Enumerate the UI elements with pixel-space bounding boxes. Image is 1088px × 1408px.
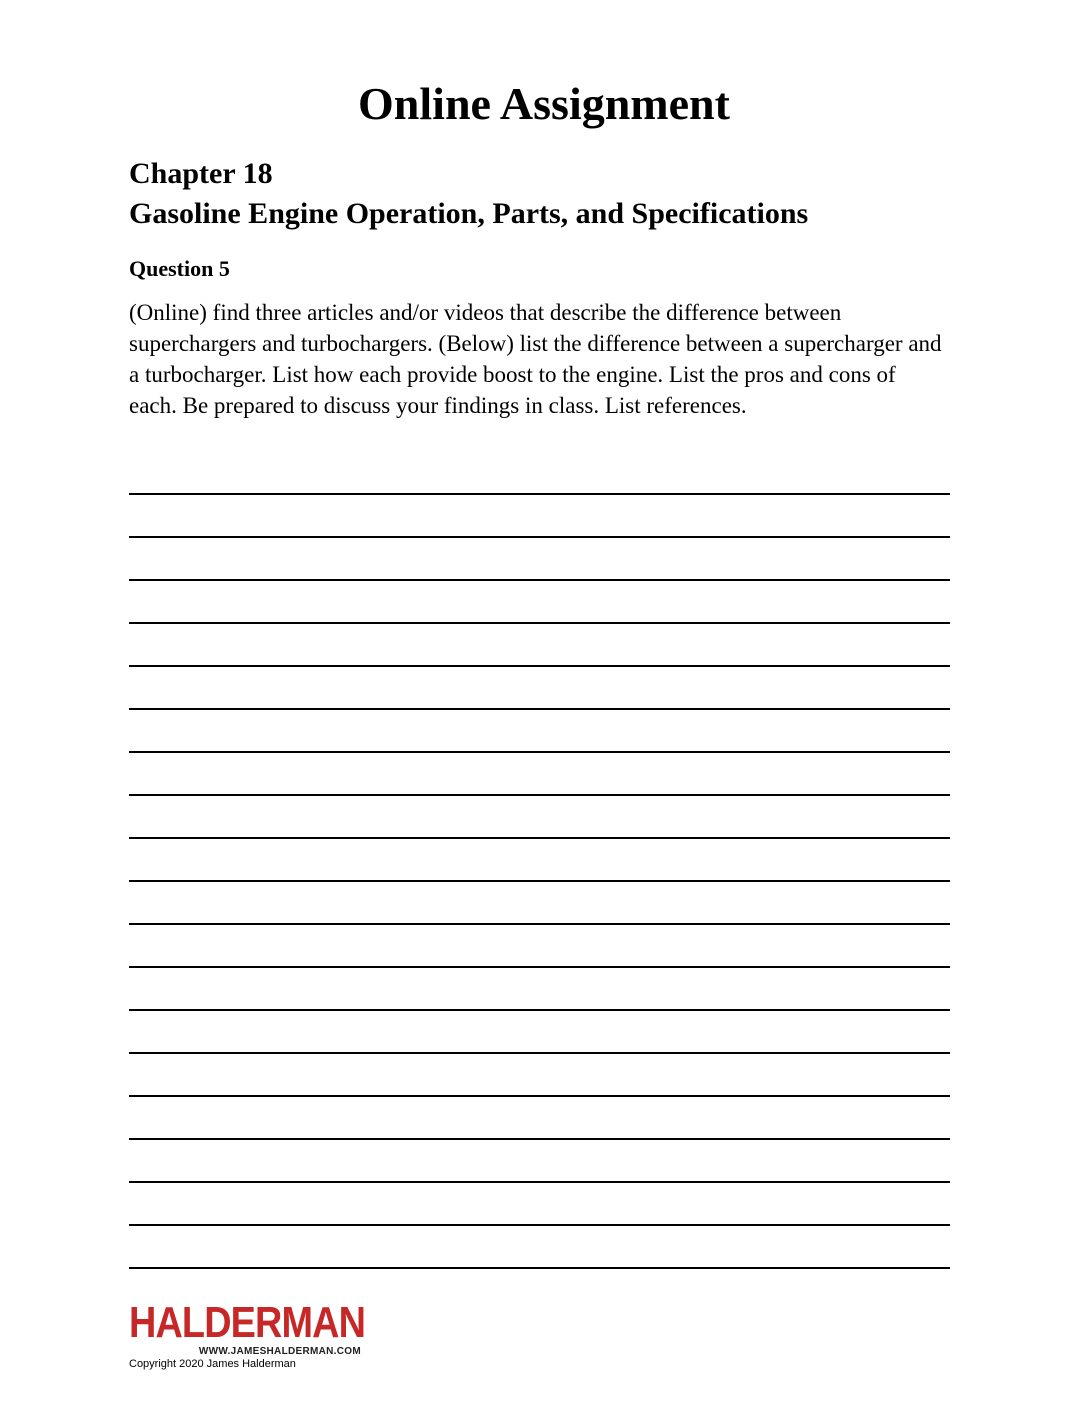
answer-line xyxy=(129,1267,950,1269)
chapter-number: Chapter 18 xyxy=(129,157,273,190)
brand-url: WWW.JAMESHALDERMAN.COM xyxy=(198,1346,361,1357)
question-label: Question 5 xyxy=(129,256,230,281)
answer-line xyxy=(129,665,950,667)
answer-line xyxy=(129,1052,950,1054)
answer-line xyxy=(129,923,950,925)
chapter-title: Gasoline Engine Operation, Parts, and Specifications xyxy=(129,197,809,230)
copyright-notice: Copyright 2020 James Halderman xyxy=(129,1358,296,1370)
brand-name: HALDERMAN xyxy=(129,1298,366,1347)
chapter-heading xyxy=(129,154,808,234)
answer-line xyxy=(129,493,950,495)
answer-line xyxy=(129,708,950,710)
answer-line xyxy=(129,966,950,968)
answer-line xyxy=(129,1095,950,1097)
halderman-logo xyxy=(129,1300,369,1357)
answer-line xyxy=(129,579,950,581)
answer-lines xyxy=(129,493,950,1310)
answer-line xyxy=(129,751,950,753)
page-title: Online Assignment xyxy=(358,78,730,129)
answer-line xyxy=(129,794,950,796)
answer-line xyxy=(129,1009,950,1011)
answer-line xyxy=(129,1181,950,1183)
answer-line xyxy=(129,536,950,538)
answer-line xyxy=(129,1224,950,1226)
question-text: (Online) find three articles and/or videos that describe the difference between superchargers and turbochargers. (Below) list the difference between a supercharger and a turbocharger. List how each provide boost to the engine. List the pros and cons of each. Be prepared to discuss your findings in class. List references. xyxy=(129,300,942,418)
answer-line xyxy=(129,880,950,882)
answer-line xyxy=(129,1138,950,1140)
answer-line xyxy=(129,837,950,839)
answer-line xyxy=(129,622,950,624)
